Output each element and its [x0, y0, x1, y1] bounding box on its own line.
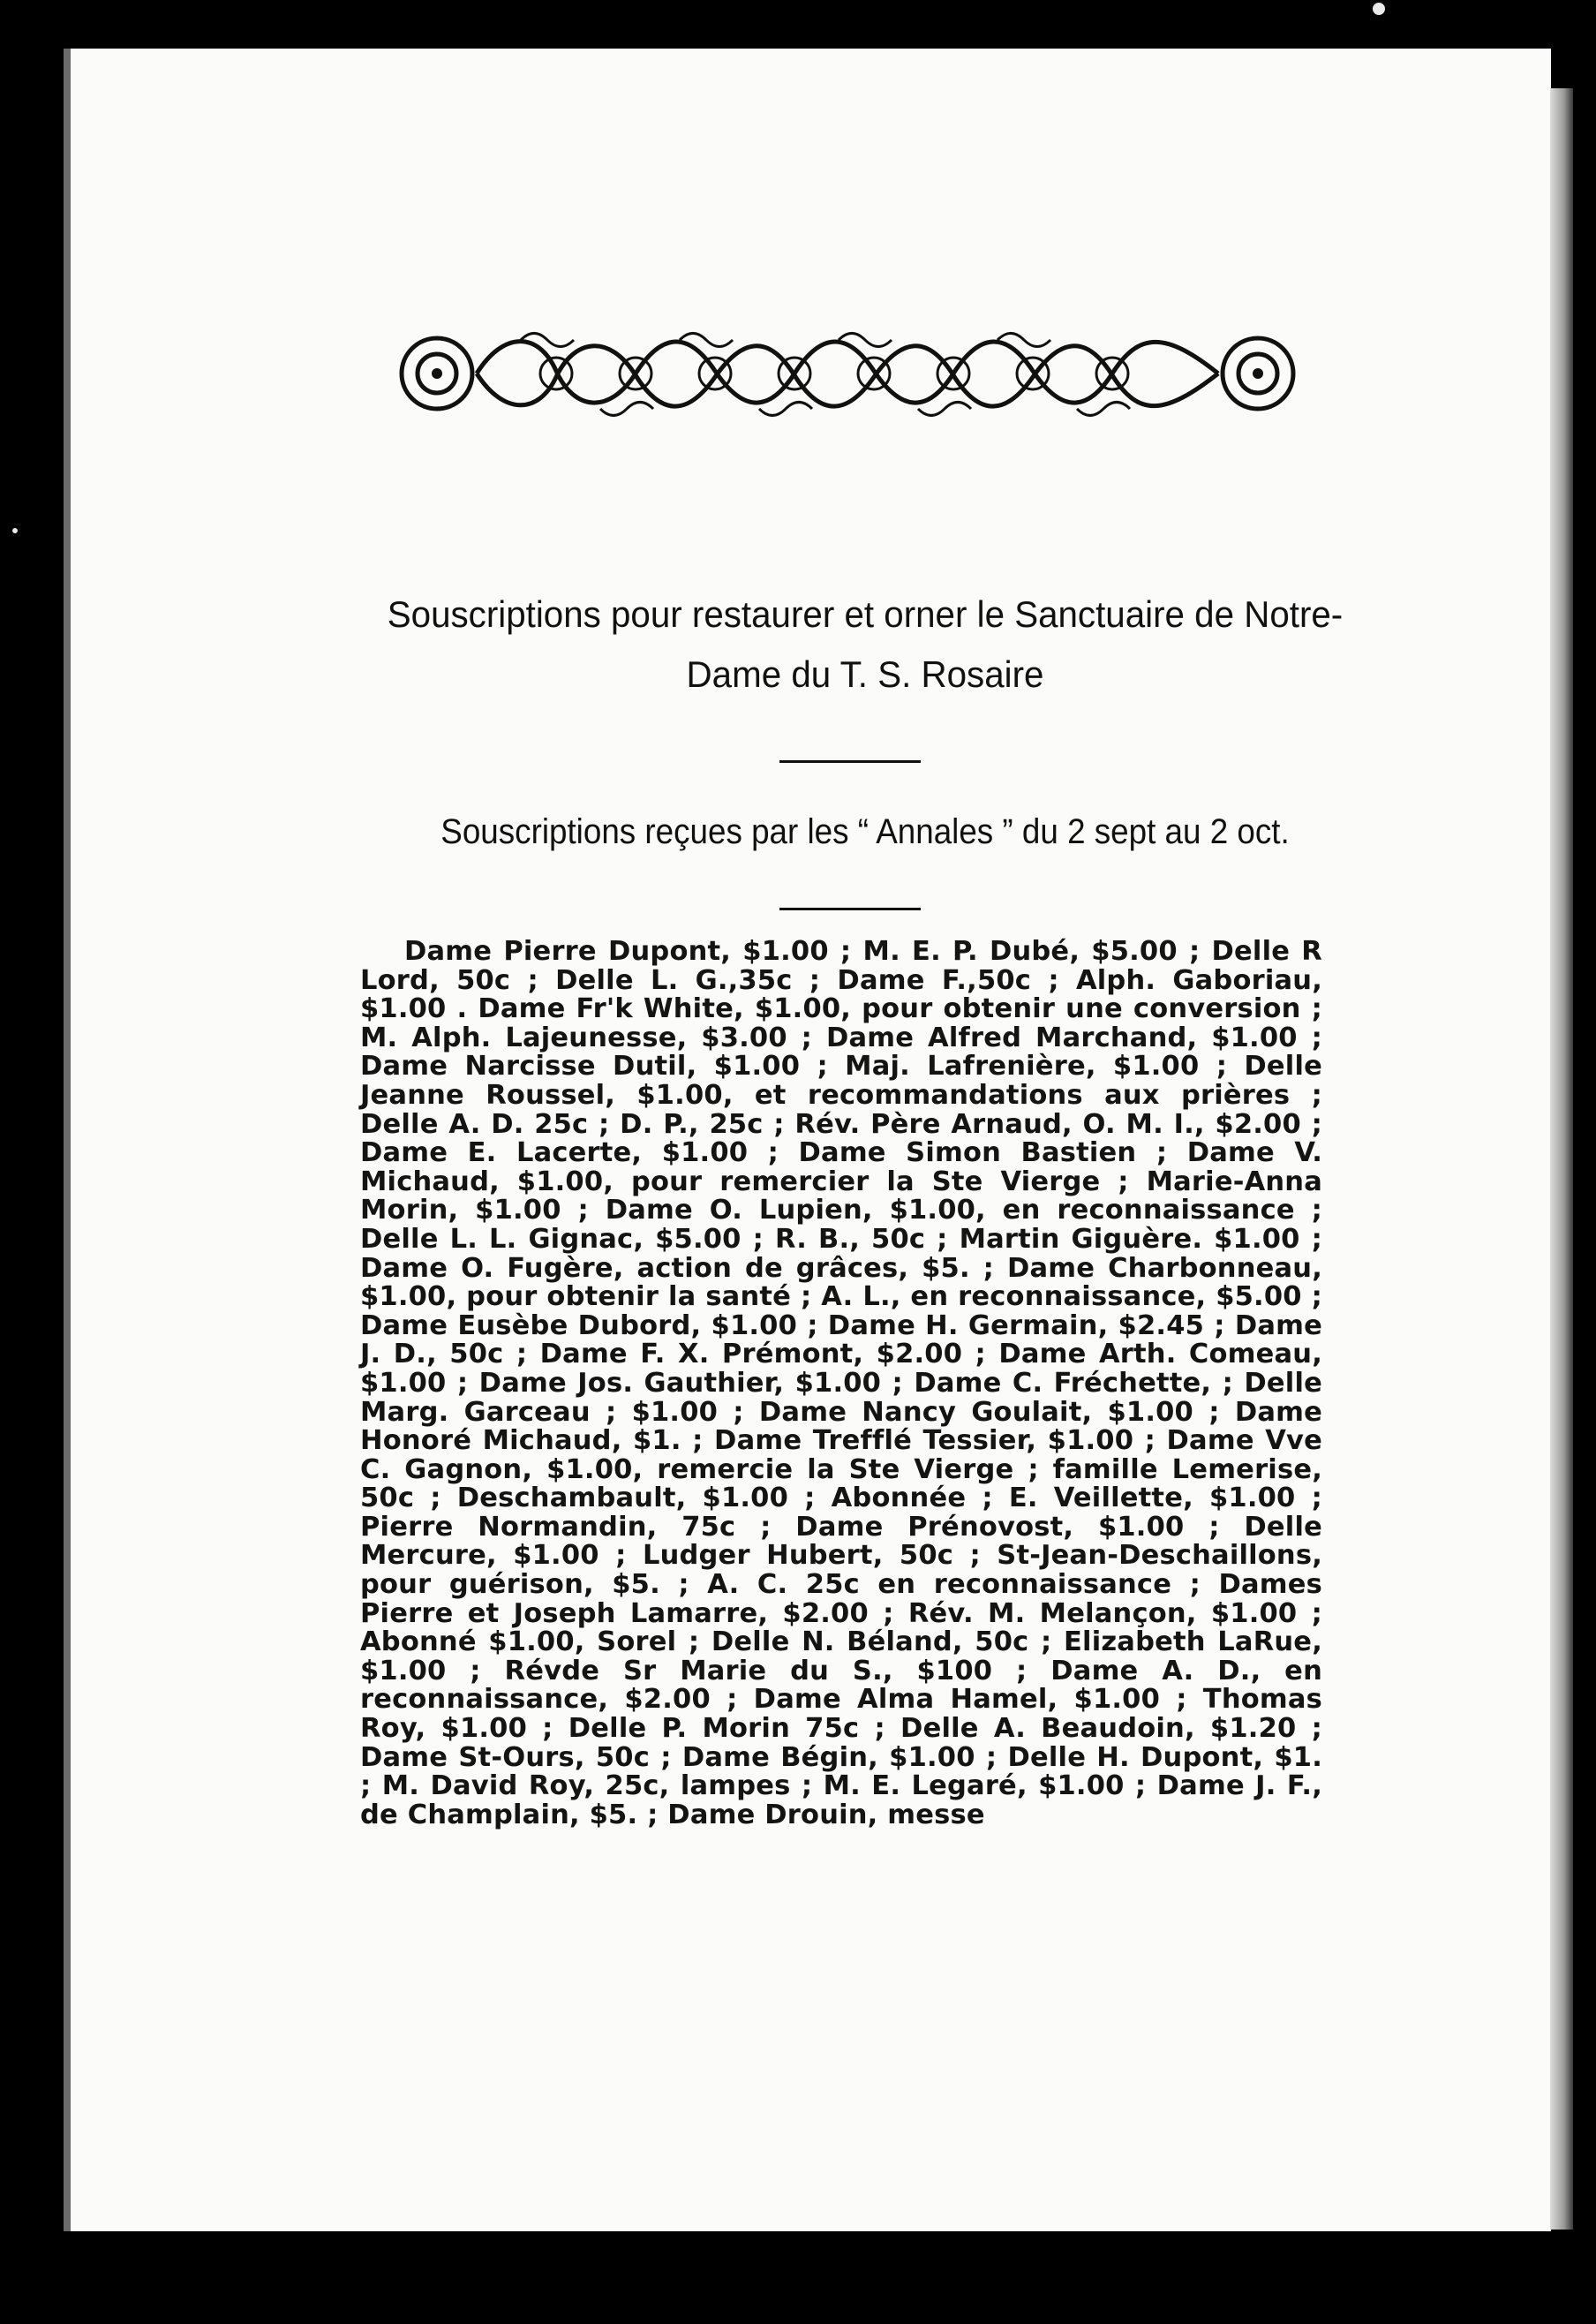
title-divider — [779, 760, 921, 763]
decorative-headband-ornament — [388, 322, 1306, 424]
subscription-list-text: Dame Pierre Dupont, $1.00 ; M. E. P. Dubé, $5.00 ; Delle R Lord, 50c ; Delle L. G.,35c ; Dame F.,50c ; Alph. Gaboriau, $1.00 . Dame Fr'k White, $1.00, pour obtenir une conversion ; M. Alph. Lajeunesse, $3.00 ; Dame Alfred Marchand, $1.00 ; Dame Narcisse Dutil, $1.00 ; Maj. Lafrenière, $1.00 ; Delle Jeanne Roussel, $1.00, et recommandations aux prières ; Delle A. D. 25c ; D. P., 25c ; Rév. Père Arnaud, O. M. I., $2.00 ; Dame E. Lacerte, $1.00 ; Dame Simon Bastien ; Dame V. Michaud, $1.00, pour remercier la Ste Vierge ; Marie-Anna Morin, $1.00 ; Dame O. Lupien, $1.00, en reconnaissance ; Delle L. L. Gignac, $5.00 ; R. B., 50c ; Martin Giguère. $1.00 ; Dame O. Fugère, action de grâces, $5. ; Dame Charbonneau, $1.00, pour obtenir la santé ; A. L., en reconnaissance, $5.00 ; Dame Eusèbe Dubord, $1.00 ; Dame H. Germain, $2.45 ; Dame J. D., 50c ; Dame F. X. Prémont, $2.00 ; Dame Arth. Comeau, $1.00 ; Dame Jos. Gauthier, $1.00 ; Dame C. Fréchette, ; Delle Marg. Garceau ; $1.00 ; Dame Nancy Goulait, $1.00 ; Dame Honoré Michaud, $1. ; Dame Trefflé Tessier, $1.00 ; Dame Vve C. Gagnon, $1.00, remercie la Ste Vierge ; famille Lemerise, 50c ; Deschambault, $1.00 ; Abonnée ; E. Veillette, $1.00 ; Pierre Normandin, 75c ; Dame Prénovost, $1.00 ; Delle Mercure, $1.00 ; Ludger Hubert, 50c ; St-Jean-Deschaillons, pour guérison, $5. ; A. C. 25c en reconnaissance ; Dames Pierre et Joseph Lamarre, $2.00 ; Rév. M. Melançon, $1.00 ; Abonné $1.00, Sorel ; Delle N. Béland, 50c ; Elizabeth LaRue, $1.00 ; Révde Sr Marie du S., $100 ; Dame A. D., en reconnaissance, $2.00 ; Dame Alma Hamel, $1.00 ; Thomas Roy, $1.00 ; Delle P. Morin 75c ; Delle A. Beaudoin, $1.20 ; Dame St-Ours, 50c ; Dame Bégin, $1.00 ; Delle H. Dupont, $1. ; M. David Roy, 25c, lampes ; M. E. Legaré, $1.00 ; Dame J. F., de Champlain, $5. ; Dame Drouin, messe — [360, 936, 1322, 1830]
subtitle-divider — [779, 908, 921, 910]
dust-speck — [1373, 3, 1385, 15]
dust-speck — [12, 528, 18, 533]
page-edge — [1550, 88, 1573, 2230]
page-title: Souscriptions pour restaurer et orner le Sanctuaire de Notre-Dame du T. S. Rosaire — [387, 593, 1344, 695]
subtitle: Souscriptions reçues par les “ Annales ” du 2 sept au 2 oct. — [440, 812, 1290, 851]
